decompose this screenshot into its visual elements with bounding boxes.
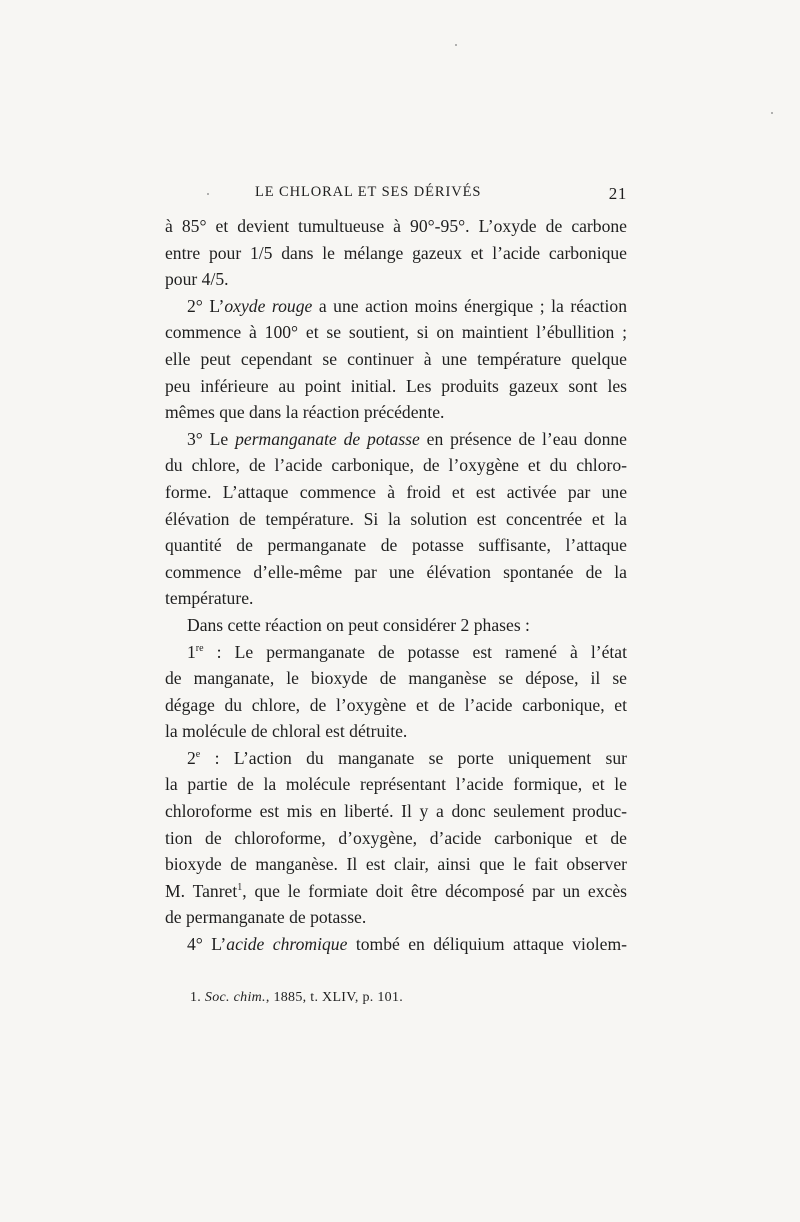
text-line: tion de chloroforme, d’oxygène, d’acide carbonique et de (165, 827, 627, 848)
text-line: bioxyde de manganèse. Il est clair, ainsi que le fait observer (165, 854, 627, 875)
line-rest: : Le permanganate de potasse est ramené à l’état (203, 641, 627, 662)
line-rest: , que le formiate doit être décomposé par un excès (242, 880, 627, 901)
italic-term: acide chromique (226, 934, 348, 955)
page-number: 21 (608, 184, 627, 203)
text-line: elle peut cependant se continuer à une température quelque (165, 348, 627, 369)
paragraph-number: 2° L’ (187, 295, 225, 316)
author-name: M. Tanret (165, 880, 238, 901)
running-title: LE CHLORAL ET SES DÉRIVÉS (255, 184, 482, 200)
text-line: dégage du chlore, de l’oxygène et de l’acide carbonique, et (165, 694, 627, 715)
text-line: chloroforme est mis en liberté. Il y a donc seulement produc- (165, 801, 627, 822)
text-line: température. (165, 588, 254, 609)
line-rest: tombé en déliquium attaque violem- (347, 934, 627, 955)
text-line: mêmes que dans la réaction précédente. (165, 402, 445, 423)
phase-number: 2 (187, 747, 196, 768)
line-rest: : L’action du manganate se porte uniquement sur (200, 747, 627, 768)
text-line (165, 745, 627, 772)
paragraph-number: 4° L’ (187, 934, 227, 955)
paper-speck (455, 44, 457, 46)
line-rest: a une action moins énergique ; la réaction (312, 295, 628, 316)
footnote-rest: , 1885, t. XLIV, p. 101. (265, 990, 404, 1005)
italic-term: permanganate de potasse (235, 428, 420, 449)
text-line: forme. L’attaque commence à froid et est activée par une (165, 481, 627, 502)
text-line: peu inférieure au point initial. Les produits gazeux sont les (165, 375, 627, 396)
text-line: entre pour 1/5 dans le mélange gazeux et l’acide carbonique (165, 242, 627, 263)
text-line: de permanganate de potasse. (165, 907, 367, 928)
text-line: la molécule de chloral est détruite. (165, 721, 408, 742)
text-line: quantité de permanganate de potasse suffisante, l’attaque (165, 535, 627, 556)
ordinal-suffix: e (195, 748, 201, 760)
text-line: Dans cette réaction on peut considérer 2 phases : (187, 614, 530, 635)
footnote-ref: 1 (237, 881, 243, 893)
footnote (190, 990, 403, 1006)
text-line: pour 4/5. (165, 269, 229, 290)
running-header (255, 184, 627, 208)
text-line (165, 426, 627, 453)
text-line (165, 931, 627, 958)
line-rest: en présence de l’eau donne (419, 428, 627, 449)
text-line: à 85° et devient tumultueuse à 90°-95°. L’oxyde de carbone (165, 216, 627, 236)
paragraph-number: 3° Le (187, 428, 236, 449)
text-line: commence à 100° et se soutient, si on maintient l’ébullition ; (165, 322, 627, 343)
ordinal-suffix: re (195, 642, 204, 654)
text-line: de manganate, le bioxyde de manganèse se dépose, il se (165, 668, 627, 689)
text-line: commence d’elle-même par une élévation spontanée de la (165, 561, 627, 582)
text-line (165, 293, 627, 320)
footnote-source: Soc. chim. (204, 990, 266, 1005)
body-text (165, 213, 627, 958)
text-line (165, 639, 627, 666)
text-line: élévation de température. Si la solution est concentrée et la (165, 508, 627, 529)
footnote-number: 1. (190, 990, 202, 1005)
text-line: la partie de la molécule représentant l’acide formique, et le (165, 774, 627, 795)
phase-number: 1 (187, 641, 196, 662)
text-line (165, 878, 627, 905)
paper-speck (207, 193, 209, 195)
italic-term: oxyde rouge (224, 295, 313, 316)
paper-speck (771, 112, 773, 114)
text-line: du chlore, de l’acide carbonique, de l’oxygène et du chloro- (165, 455, 627, 476)
